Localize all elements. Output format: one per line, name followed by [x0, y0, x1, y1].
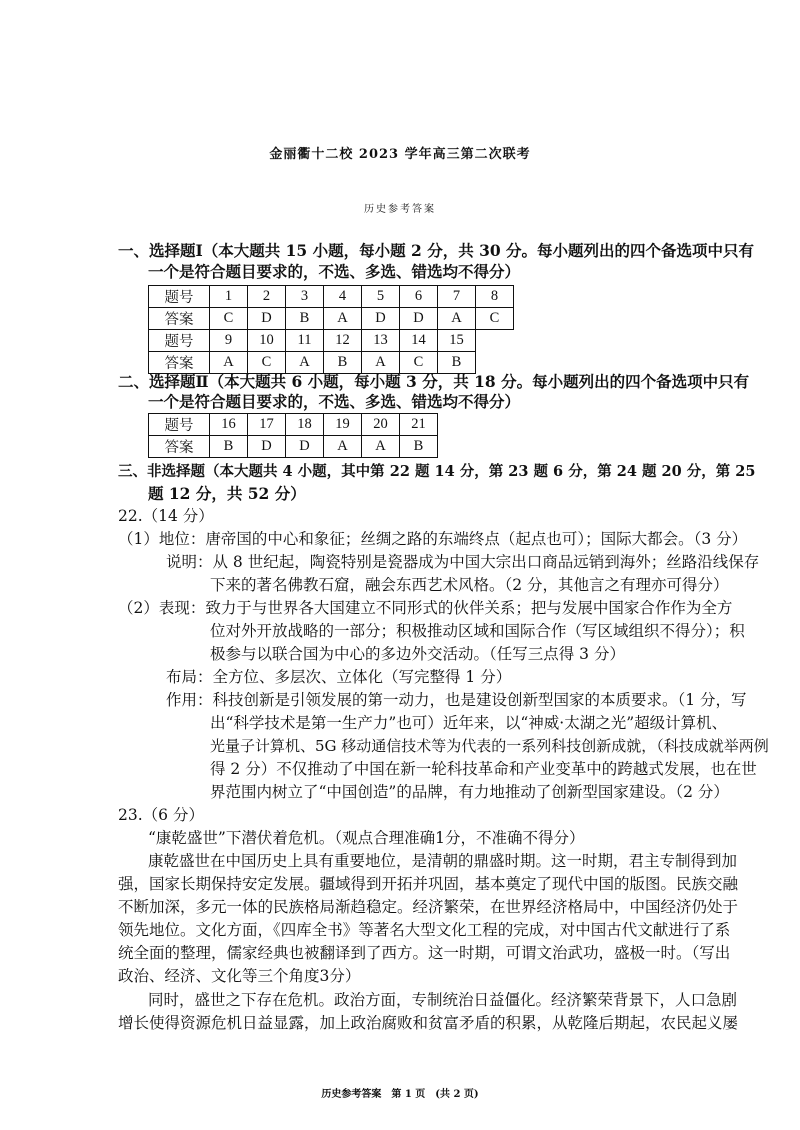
q23-paragraph: 政治、经济、文化等三个角度3分） — [118, 967, 361, 985]
answer-cell: B — [210, 436, 248, 458]
question-number: 16 — [210, 414, 248, 436]
question-number: 21 — [400, 414, 438, 436]
table-row — [149, 436, 438, 458]
table-row — [149, 352, 476, 374]
question-number: 12 — [324, 330, 362, 352]
answer-cell: A — [362, 436, 400, 458]
answer-cell: D — [362, 308, 400, 330]
row-label-answer: 答案 — [149, 352, 210, 374]
q22-paragraph: 得 2 分）不仅推动了中国在新一轮科技革命和产业变革中的跨越式发展，也在世 — [210, 760, 757, 778]
question-number: 6 — [400, 286, 438, 308]
question-number: 20 — [362, 414, 400, 436]
question-number: 8 — [476, 286, 514, 308]
question-number: 9 — [210, 330, 248, 352]
row-label-question: 题号 — [149, 414, 210, 436]
answer-cell: C — [400, 352, 438, 374]
answer-cell: A — [324, 308, 362, 330]
question-number: 2 — [248, 286, 286, 308]
table-row — [149, 414, 438, 436]
section1-heading: 一、选择题Ⅰ（本大题共 15 小题，每小题 2 分，共 30 分。每小题列出的四个备选项中只有 — [118, 241, 755, 260]
answer-cell: D — [400, 308, 438, 330]
question-number: 17 — [248, 414, 286, 436]
q23-paragraph: 增长使得资源危机日益显露，加上政治腐败和贫富矛盾的积累，从乾隆后期起，农民起义屡 — [118, 1014, 739, 1032]
page-title: 金丽衢十二校 2023 学年高三第二次联考 — [269, 147, 531, 162]
q22-heading: 22.（14 分） — [118, 507, 214, 525]
answer-cell: C — [210, 308, 248, 330]
answer-cell: B — [324, 352, 362, 374]
answer-cell: A — [286, 352, 324, 374]
q23-paragraph: 领先地位。文化方面，《四库全书》等著名大型文化工程的完成，对中国古代文献进行了系 — [118, 921, 731, 939]
q22-paragraph: 下来的著名佛教石窟，融会东西艺术风格。（2 分，其他言之有理亦可得分） — [210, 576, 729, 594]
section1-answer-table — [148, 285, 514, 330]
answer-cell: C — [476, 308, 514, 330]
answer-cell: C — [248, 352, 286, 374]
section2-heading: 二、选择题Ⅱ（本大题共 6 小题，每小题 3 分，共 18 分。每小题列出的四个备选项中只有 — [118, 372, 750, 391]
question-number: 4 — [324, 286, 362, 308]
question-number: 18 — [286, 414, 324, 436]
answer-cell: B — [438, 352, 476, 374]
answer-cell: D — [248, 436, 286, 458]
page-footer: 历史参考答案 第 1 页 (共 2 页) — [321, 1089, 479, 1100]
section2-answer-table — [148, 413, 438, 458]
question-number: 5 — [362, 286, 400, 308]
table-row — [149, 286, 514, 308]
question-number: 19 — [324, 414, 362, 436]
question-number: 7 — [438, 286, 476, 308]
q22-paragraph: 作用：科技创新是引领发展的第一动力，也是建设创新型国家的本质要求。（1 分，写 — [166, 691, 747, 709]
q22-paragraph: 出“科学技术是第一生产力”也可）近年来，以“神威·太湖之光”超级计算机、 — [210, 714, 728, 732]
q23-paragraph: 不断加深，多元一体的民族格局渐趋稳定。经济繁荣，在世界经济格局中，中国经济仍处于 — [118, 898, 739, 916]
question-number: 3 — [286, 286, 324, 308]
q22-paragraph: （2）表现：致力于与世界各大国建立不同形式的伙伴关系；把与发展中国家合作作为全方 — [118, 599, 733, 617]
section2-heading-cont: 一个是符合题目要求的，不选、多选、错选均不得分） — [148, 392, 521, 411]
question-number: 14 — [400, 330, 438, 352]
answer-cell: D — [286, 436, 324, 458]
answer-cell: D — [248, 308, 286, 330]
answer-cell: B — [400, 436, 438, 458]
q23-paragraph: 康乾盛世在中国历史上具有重要地位，是清朝的鼎盛时期。这一时期，君主专制得到加 — [148, 852, 738, 870]
answer-cell: A — [210, 352, 248, 374]
question-number: 1 — [210, 286, 248, 308]
answer-cell: A — [324, 436, 362, 458]
q22-paragraph: 布局：全方位、多层次、立体化（写完整得 1 分） — [166, 668, 512, 686]
q23-paragraph: “康乾盛世”下潜伏着危机。（观点合理准确1分，不准确不得分） — [148, 829, 585, 847]
section3-heading: 三、非选择题（本大题共 4 小题，其中第 22 题 14 分，第 23 题 6 分，第 24 题 20 分，第 25 — [118, 463, 756, 480]
q22-paragraph: 极参与以联合国为中心的多边外交活动。（任写三点得 3 分） — [210, 645, 625, 663]
answer-cell: A — [438, 308, 476, 330]
row-label-question: 题号 — [149, 286, 210, 308]
row-label-question: 题号 — [149, 330, 210, 352]
row-label-answer: 答案 — [149, 436, 210, 458]
question-number: 13 — [362, 330, 400, 352]
q22-paragraph: 说明：从 8 世纪起，陶瓷特别是瓷器成为中国大宗出口商品远销到海外；丝路沿线保存 — [166, 553, 760, 571]
q23-paragraph: 强，国家长期保持安定发展。疆域得到开拓并巩固，基本奠定了现代中国的版图。民族交融 — [118, 875, 739, 893]
q22-paragraph: （1）地位：唐帝国的中心和象征；丝绸之路的东端终点（起点也可）；国际大都会。（3 分） — [118, 530, 748, 548]
q22-paragraph: 界范围内树立了“中国创造”的品牌，有力地推动了创新型国家建设。（2 分） — [210, 783, 729, 801]
row-label-answer: 答案 — [149, 308, 210, 330]
q23-paragraph: 统全面的整理，儒家经典也被翻译到了西方。这一时期，可谓文治武功，盛极一时。（写出 — [118, 944, 731, 962]
section1-answer-table-2 — [148, 329, 476, 374]
section3-heading-cont: 题 12 分，共 52 分） — [148, 484, 306, 503]
q22-paragraph: 位对外开放战略的一部分；积极推动区域和国际合作（写区域组织不得分）；积 — [210, 622, 745, 640]
q23-heading: 23.（6 分） — [118, 806, 204, 824]
section1-heading-cont: 一个是符合题目要求的，不选、多选、错选均不得分） — [148, 262, 521, 281]
table-row — [149, 308, 514, 330]
q22-paragraph: 光量子计算机、5G 移动通信技术等为代表的一系列科技创新成就，（科技成就举两例 — [210, 737, 769, 755]
answer-cell: A — [362, 352, 400, 374]
q23-paragraph: 同时，盛世之下存在危机。政治方面，专制统治日益僵化。经济繁荣背景下，人口急剧 — [148, 991, 738, 1009]
question-number: 11 — [286, 330, 324, 352]
page-subtitle: 历史参考答案 — [364, 204, 436, 215]
question-number: 15 — [438, 330, 476, 352]
answer-cell: B — [286, 308, 324, 330]
table-row — [149, 330, 476, 352]
question-number: 10 — [248, 330, 286, 352]
